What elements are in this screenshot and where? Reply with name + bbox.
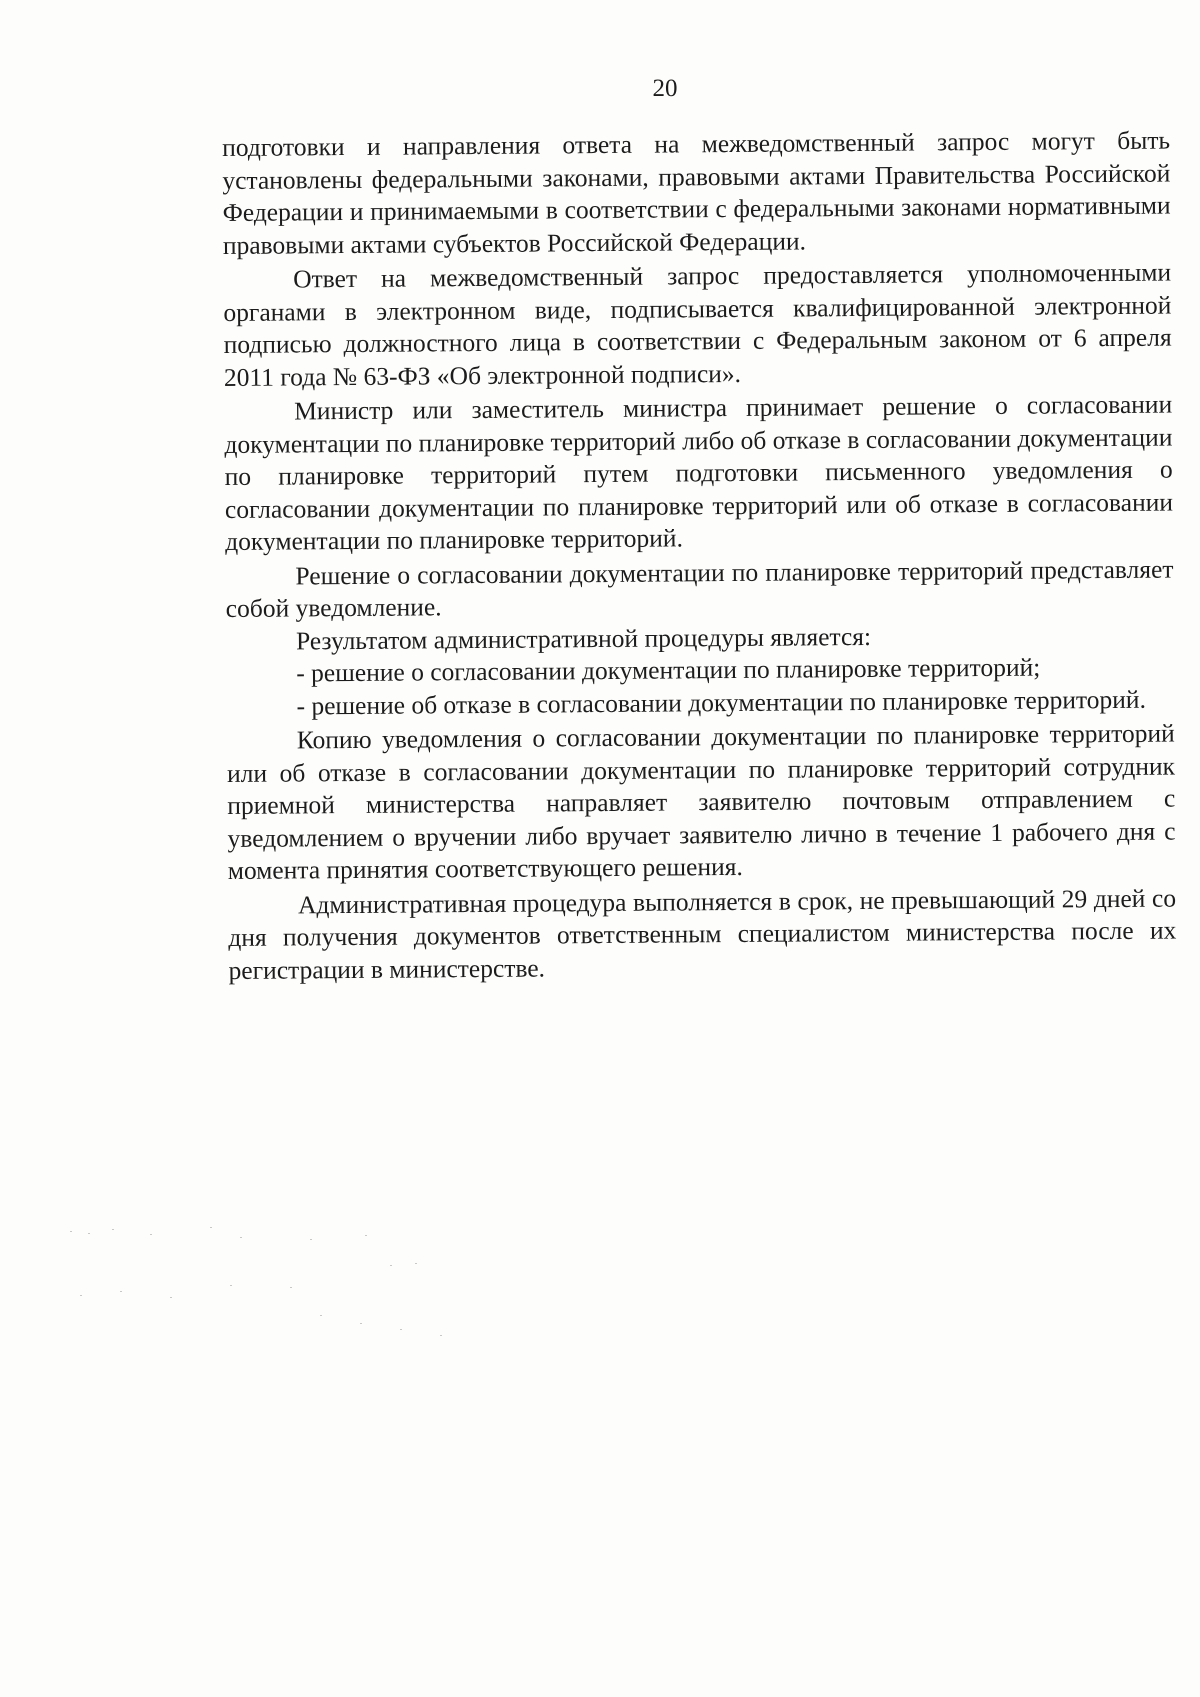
list-item-1: - решение о согласовании документации по планировке территорий; [296,652,1041,688]
paragraph-4: Решение о согласовании документации по планировке территорий представляет собой уведомление. [225,554,1174,623]
paragraph-5: Результатом административной процедуры является: [295,621,872,655]
paragraph-7: Административная процедура выполняется в срок, не превышающий 29 дней со дня получения документов ответственным специалистом министерства после их регистрации в министерстве. [228,883,1177,985]
document-body [222,125,1177,987]
paragraph-3: Министр или заместитель министра принимает решение о согласовании документации по планировке территорий либо об отказе в согласовании документации по планировке территорий путем подготовки письменного уведомления о согласовании документации по планировке территорий или об отказе в согласовании документации по планировке территорий. [224,389,1174,556]
scan-noise [60,1225,500,1355]
paragraph-6: Копию уведомления о согласовании документации по планировке территорий или об отказе в согласовании документации по планировке территорий сотрудник приемной министерства направляет заявителю почтовым отправлением с уведомлением о вручении либо вручает заявителю лично в течение 1 рабочего дня с момента принятия соответствующего решения. [226,718,1176,885]
page-number: 20 [652,75,678,102]
list-item-2: - решение об отказе в согласовании документации по планировке территорий. [296,684,1146,720]
paragraph-1: подготовки и направления ответа на межведомственный запрос могут быть установлены федеральными законами, правовыми актами Правительства Российской Федерации и принимаемыми в соответствии с федеральными законами нормативными правовыми актами субъектов Российской Федерации. [222,125,1171,260]
paragraph-2: Ответ на межведомственный запрос предоставляется уполномоченными органами в электронном виде, подписывается квалифицированной электронной подписью должностного лица в соответствии с Федеральным законом от 6 апреля 2011 года № 63-ФЗ «Об электронной подписи». [223,257,1172,392]
